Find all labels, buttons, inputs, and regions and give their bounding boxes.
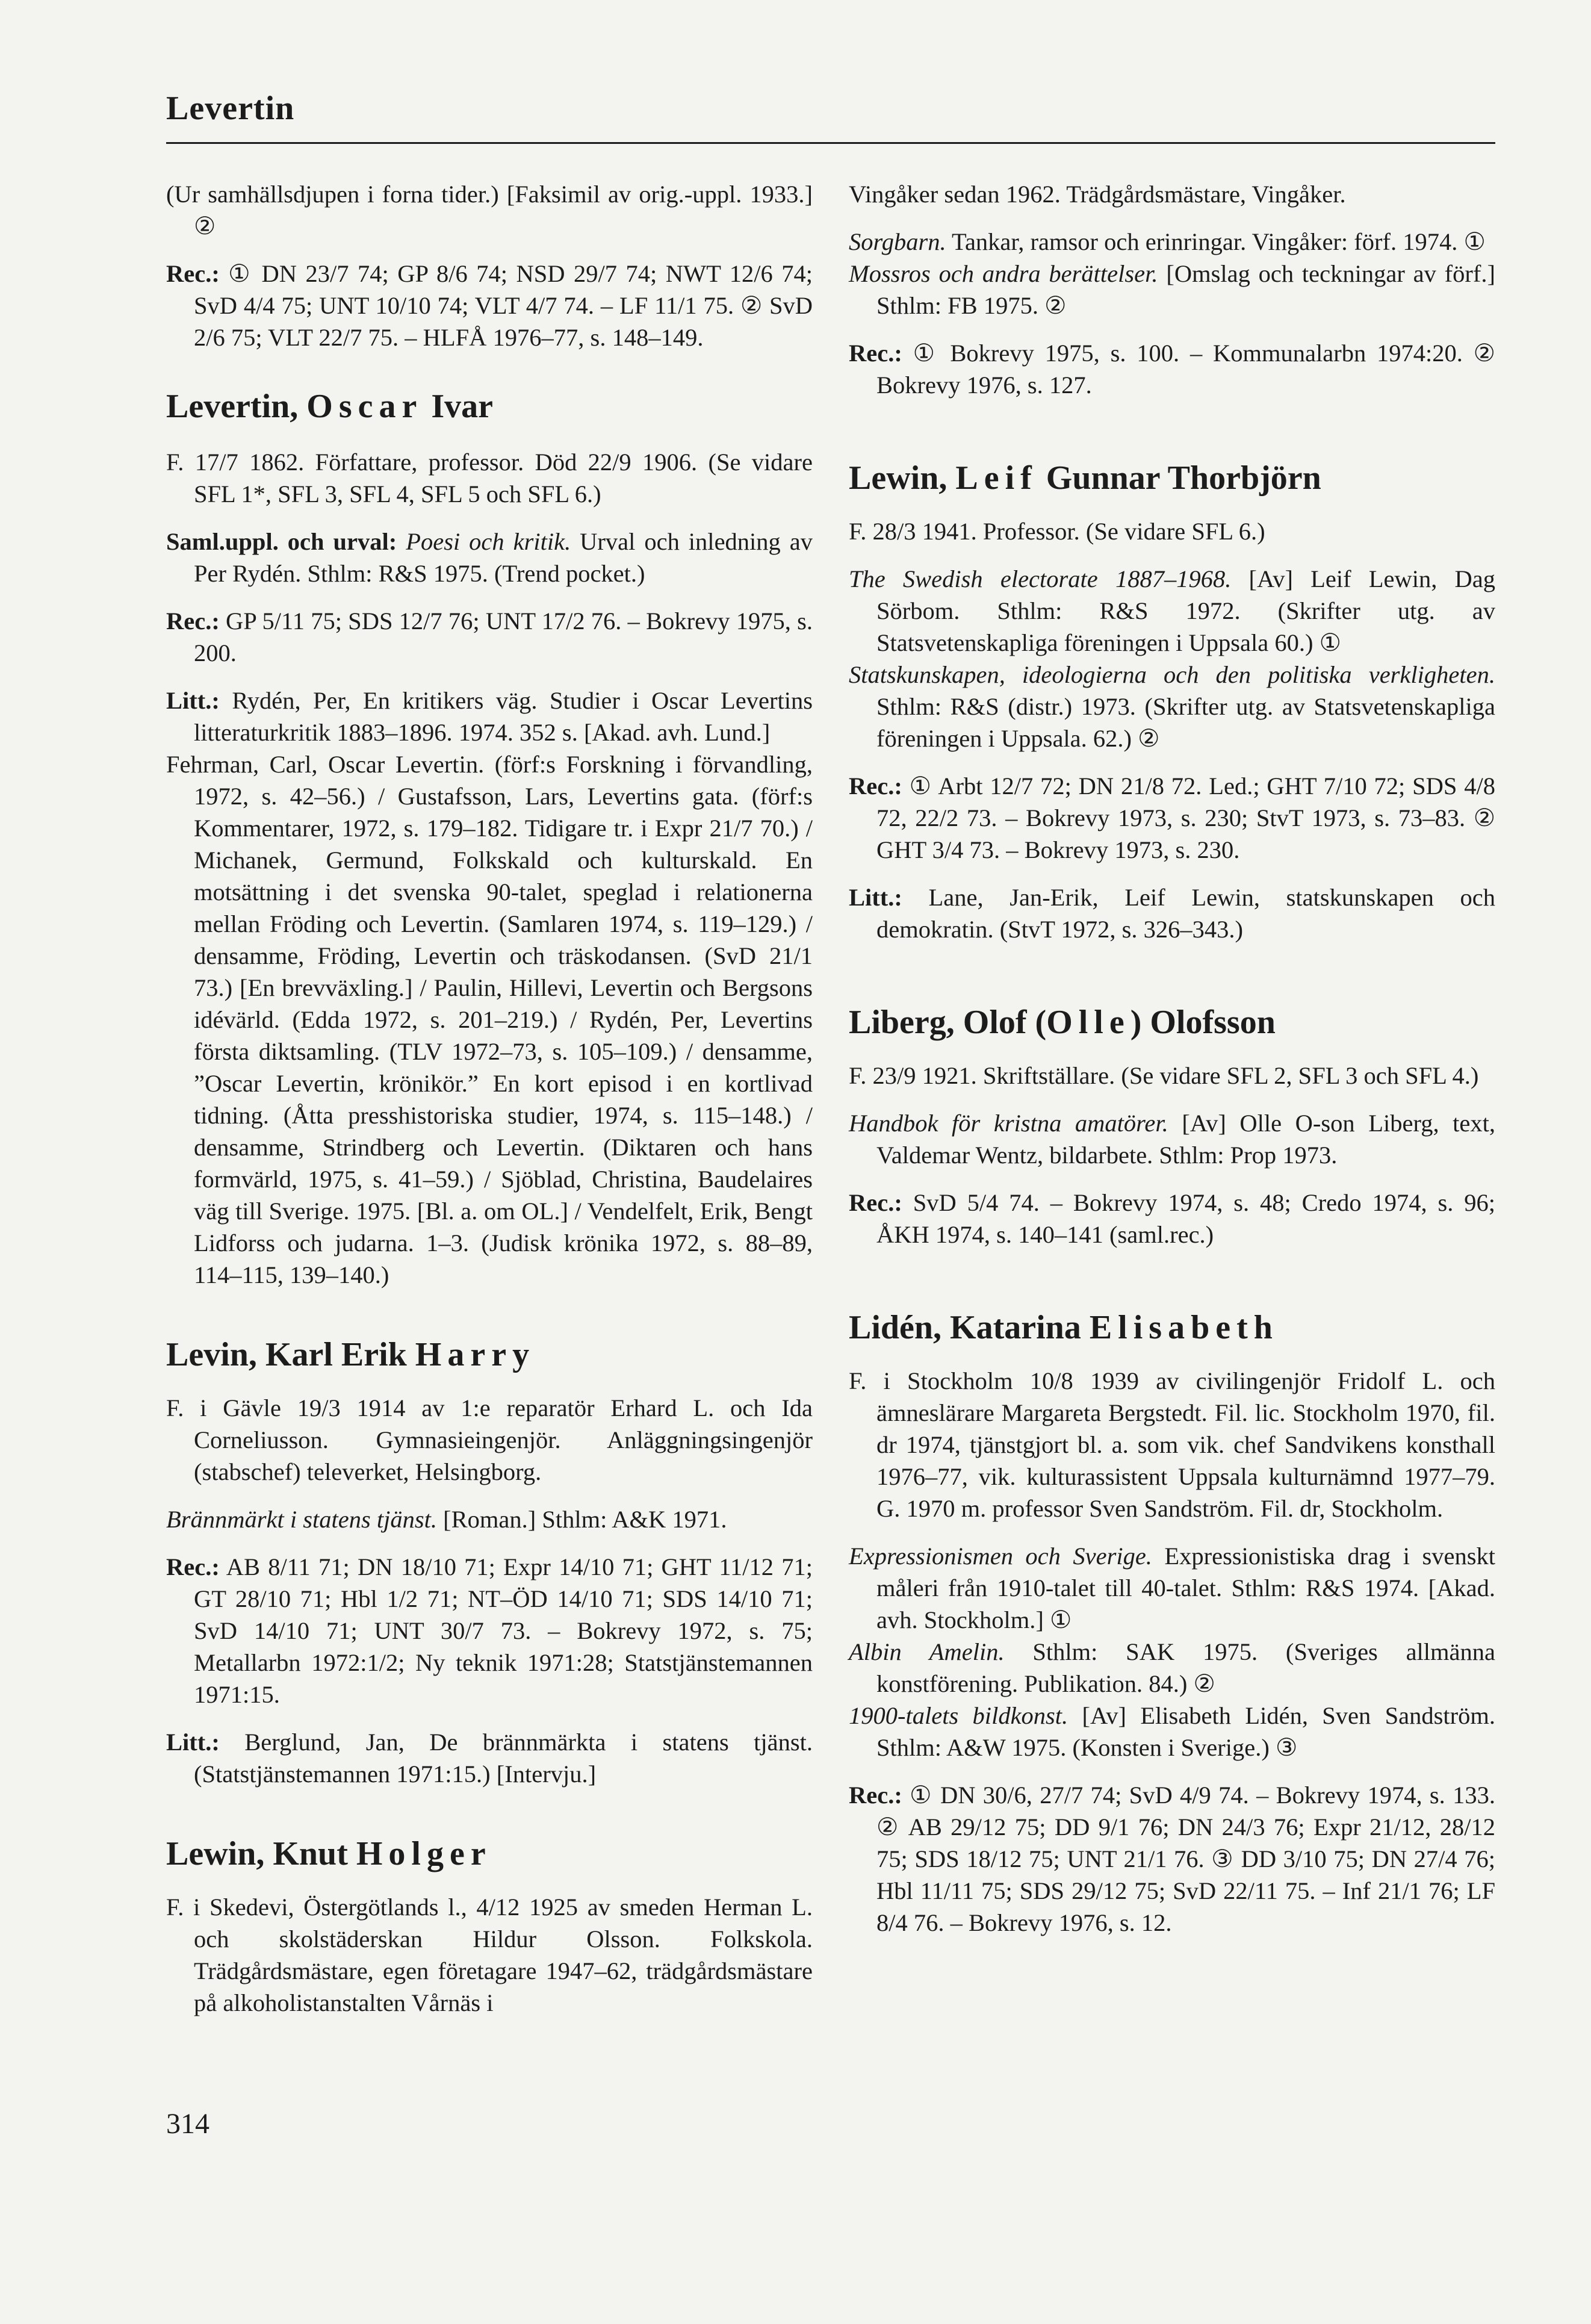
right-column (849, 178, 1495, 1939)
text: [Av] Olle O-son Liberg, text, Valdemar Wentz, bildarbete. Sthlm: Prop 1973. (876, 1110, 1495, 1169)
oscar-bio: F. 17/7 1862. Författare, professor. Död 22/9 1906. (Se vidare SFL 1*, SFL 3, SFL 4, SFL 5 och SFL 6.) (166, 449, 813, 508)
heading-part: Lewin, (849, 459, 956, 497)
text: AB 8/11 71; DN 18/10 71; Expr 14/10 71; GHT 11/12 71; GT 28/10 71; Hbl 1/2 71; NT–ÖD 14/10 71; SDS 14/10 71; SvD 14/10 71; UNT 30/7 73. – Bokrevy 1972, s. 75; Metallarbn 1972:1/2; Ny teknik 1971:28; Statstjänstemannen 1971:15. (194, 1553, 813, 1708)
text: [Roman.] Sthlm: A&K 1971. (437, 1506, 727, 1533)
karl-bio: F. i Gävle 19/3 1914 av 1:e reparatör Erhard L. och Ida Corneliusson. Gymnasieingenjör. Anläggningsingenjör (stabschef) televerket, Helsingborg. (166, 1394, 813, 1485)
heading-spaced-name: Oscar (306, 388, 423, 425)
continued-book-1 (849, 226, 1495, 258)
katarina-bio: F. i Stockholm 10/8 1939 av civilingenjör Fridolf L. och ämneslärare Margareta Bergstedt. Fil. lic. Stockholm 1970, fil. dr 1974, tjänstgjort bl. a. som vik. chef Sandvikens konsthall 1976–77, vik. kulturassistent Uppsala kulturnämnd 1977–79. G. 1970 m. professor Sven Sandström. Fil. dr, Stockholm. (849, 1367, 1495, 1522)
katarina-book-2 (849, 1636, 1495, 1700)
leif-book-1 (849, 563, 1495, 659)
leif-bio: F. 28/3 1941. Professor. (Se vidare SFL 6.) (849, 518, 1265, 545)
continued-reviews (849, 337, 1495, 401)
title: Albin Amelin. (849, 1638, 1005, 1665)
label: Rec.: (849, 340, 902, 367)
heading-spaced-name: Harry (415, 1336, 536, 1373)
title: Brännmärkt i statens tjänst. (166, 1506, 438, 1533)
title: The Swedish electorate 1887–1968. (849, 565, 1232, 592)
text: GP 5/11 75; SDS 12/7 76; UNT 17/2 76. – Bokrevy 1975, s. 200. (194, 607, 813, 666)
heading-spaced-name: Holger (356, 1835, 492, 1872)
text: Berglund, Jan, De brännmärkta i statens tjänst. (Statstjänstemannen 1971:15.) [Intervju.] (194, 1729, 813, 1788)
title: Poesi och kritik. (397, 528, 571, 555)
text: Tankar, ramsor och erinringar. Vingåker: förf. 1974. ① (946, 228, 1486, 255)
olof-book (849, 1107, 1495, 1171)
leif-reviews (849, 770, 1495, 866)
continued-book-2 (849, 258, 1495, 322)
title: Handbok för kristna amatörer. (849, 1110, 1168, 1137)
left-column (166, 178, 813, 2019)
heading-part: Levin, Karl Erik (166, 1336, 415, 1373)
heading-part: Liberg, Olof ( (849, 1004, 1047, 1041)
olof-reviews (849, 1187, 1495, 1251)
entry-heading-karl-levin (166, 1335, 813, 1374)
label: Rec.: (849, 1782, 902, 1809)
text: ① DN 30/6, 27/7 74; SvD 4/9 74. – Bokrevy 1974, s. 133. ② AB 29/12 75; DD 9/1 76; DN 24/3 76; Expr 21/12, 28/12 75; SDS 18/12 75; UNT 21/1 76. ③ DD 3/10 75; DN 27/4 76; Hbl 11/11 75; SDS 29/12 75; SvD 22/11 75. – Inf 21/1 76; LF 8/4 76. – Bokrevy 1976, s. 12. (876, 1782, 1495, 1936)
title: 1900-talets bildkonst. (849, 1702, 1068, 1729)
karl-book (166, 1503, 813, 1535)
continued-entry-text: (Ur samhällsdjupen i forna tider.) [Faksimil av orig.-uppl. 1933.] ② (166, 181, 813, 240)
text: ① DN 23/7 74; GP 8/6 74; NSD 29/7 74; NWT 12/6 74; SvD 4/4 75; UNT 10/10 74; VLT 4/7 74. – LF 11/1 75. ② SvD 2/6 75; VLT 22/7 75. – HLFÅ 1976–77, s. 148–149. (194, 260, 813, 351)
knut-bio: F. i Skedevi, Östergötlands l., 4/12 1925 av smeden Herman L. och skolstäderskan Hildur Olsson. Folkskola. Trädgårdsmästare, egen företagare 1947–62, trädgårdsmästare på alkoholistanstalten Vårnäs i (166, 1894, 813, 2016)
label: Saml.uppl. och urval: (166, 528, 397, 555)
text: ① Bokrevy 1975, s. 100. – Kommunalarbn 1974:20. ② Bokrevy 1976, s. 127. (876, 340, 1495, 399)
heading-part: Ivar (423, 388, 493, 425)
title: Statskunskapen, ideologierna och den politiska verkligheten. (849, 661, 1495, 688)
title: Sorgbarn. (849, 228, 946, 255)
entry-heading-leif-lewin (849, 459, 1495, 497)
leif-literature (849, 881, 1495, 945)
text: Sthlm: R&S (distr.) 1973. (Skrifter utg. av Statsvetenskapliga föreningen i Uppsala. 62.) ② (876, 693, 1495, 752)
running-head: Levertin (166, 90, 295, 127)
label: Rec.: (166, 607, 220, 635)
entry-heading-katarina-liden (849, 1308, 1495, 1347)
katarina-reviews (849, 1779, 1495, 1939)
heading-spaced-name: Olle (1046, 1004, 1130, 1041)
continued-entry-bio: Vingåker sedan 1962. Trädgårdsmästare, Vingåker. (849, 181, 1346, 208)
oscar-literature (166, 685, 813, 748)
text: [Omslag och teckningar av förf.] Sthlm: FB 1975. ② (876, 260, 1495, 319)
oscar-collected-works (166, 526, 813, 589)
heading-part: ) Olofsson (1130, 1004, 1276, 1041)
title: Expressionismen och Sverige. (849, 1543, 1152, 1570)
oscar-reviews (166, 605, 813, 669)
leif-book-2 (849, 659, 1495, 754)
katarina-book-1 (849, 1540, 1495, 1636)
text: ① Arbt 12/7 72; DN 21/8 72. Led.; GHT 7/10 72; SDS 4/8 72, 22/2 73. – Bokrevy 1973, s. 230; StvT 1973, s. 73–83. ② GHT 3/4 73. – Bokrevy 1973, s. 230. (876, 772, 1495, 863)
header-rule (166, 142, 1495, 144)
heading-part: Gunnar Thorbjörn (1037, 459, 1321, 497)
katarina-book-3 (849, 1700, 1495, 1763)
heading-spaced-name: Leif (955, 459, 1038, 497)
label: Rec.: (166, 260, 220, 287)
karl-reviews (166, 1551, 813, 1710)
label: Rec.: (166, 1553, 220, 1580)
karl-literature (166, 1726, 813, 1790)
text: Urval och inledning av Per Rydén. Sthlm: R&S 1975. (Trend pocket.) (194, 528, 813, 587)
text: [Av] Elisabeth Lidén, Sven Sandström. Sthlm: A&W 1975. (Konsten i Sverige.) ③ (876, 1702, 1495, 1761)
label: Rec.: (849, 1189, 902, 1216)
heading-part: Lidén, Katarina (849, 1309, 1090, 1346)
label: Litt.: (166, 687, 220, 714)
label: Litt.: (849, 884, 902, 911)
heading-part: Lewin, Knut (166, 1835, 356, 1872)
text: SvD 5/4 74. – Bokrevy 1974, s. 48; Credo 1974, s. 96; ÅKH 1974, s. 140–141 (saml.rec.) (876, 1189, 1495, 1248)
label: Rec.: (849, 772, 902, 800)
text: Lane, Jan-Erik, Leif Lewin, statskunskapen och demokratin. (StvT 1972, s. 326–343.) (876, 884, 1495, 943)
page-number: 314 (166, 2108, 209, 2140)
title: Mossros och andra berättelser. (849, 260, 1158, 287)
text: Sthlm: SAK 1975. (Sveriges allmänna konstförening. Publikation. 84.) ② (876, 1638, 1496, 1697)
entry-heading-oscar-levertin (166, 387, 813, 426)
entry-heading-knut-lewin (166, 1835, 813, 1873)
olof-bio: F. 23/9 1921. Skriftställare. (Se vidare SFL 2, SFL 3 och SFL 4.) (849, 1062, 1479, 1089)
text: Rydén, Per, En kritikers väg. Studier i Oscar Levertins litteraturkritik 1883–1896. 1974. 352 s. [Akad. avh. Lund.] (194, 687, 813, 746)
text: [Av] Leif Lewin, Dag Sörbom. Sthlm: R&S 1972. (Skrifter utg. av Statsvetenskapliga föreningen i Uppsala 60.) ① (876, 565, 1495, 656)
label: Litt.: (166, 1729, 220, 1756)
continued-entry-reviews (166, 258, 813, 353)
oscar-literature-more: Fehrman, Carl, Oscar Levertin. (förf:s Forskning i förvandling, 1972, s. 42–56.) / Gustafsson, Lars, Levertins gata. (förf:s Kommentarer, 1972, s. 179–182. Tidigare tr. i Expr 21/7 70.) / Michanek, Germund, Folkskald och kulturskald. En motsättning i det svenska 90-talet, speglad i relationerna mellan Fröding och Levertin. (Samlaren 1974, s. 119–129.) / densamme, Fröding, Levertin och träskodansen. (SvD 21/1 73.) [En brevväxling.] / Paulin, Hillevi, Levertin och Bergsons idévärld. (Edda 1972, s. 201–219.) / Rydén, Per, Levertins första diktsamling. (TLV 1972–73, s. 105–109.) / densamme, ”Oscar Levertin, krönikör.” En kort episod i en kortlivad tidning. (Åtta presshistoriska studier, 1974, s. 115–148.) / densamme, Strindberg och Levertin. (Diktaren och hans formvärld, 1975, s. 41–59.) / Sjöblad, Christina, Baudelaires väg till Sverige. 1975. [Bl. a. om OL.] / Vendelfelt, Erik, Bengt Lidforss och judarna. 1–3. (Judisk krönika 1972, s. 88–89, 114–115, 139–140.) (166, 751, 813, 1288)
heading-spaced-name: Elisabeth (1089, 1309, 1279, 1346)
heading-part: Levertin, (166, 388, 307, 425)
entry-heading-olof-liberg (849, 1003, 1495, 1042)
text: Expressionistiska drag i svenskt måleri från 1910-talet till 40-talet. Sthlm: R&S 1974. [Akad. avh. Stockholm.] ① (876, 1543, 1495, 1633)
